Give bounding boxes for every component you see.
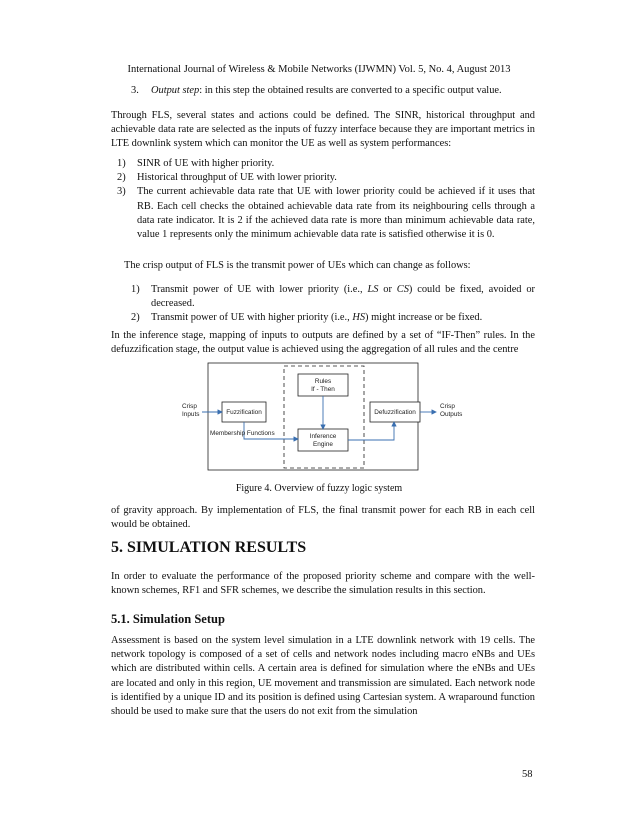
crisp-inputs-label: Crisp bbox=[182, 403, 197, 410]
list-item bbox=[131, 311, 535, 325]
list-term: HS bbox=[352, 312, 366, 324]
subsection-heading: 5.1. Simulation Setup bbox=[111, 612, 225, 626]
list-number: 1) bbox=[131, 284, 140, 295]
rules-label: Rules bbox=[314, 378, 332, 385]
step-term: Output step bbox=[151, 85, 200, 96]
defuzzification-label: Defuzzification bbox=[374, 409, 416, 416]
paragraph-crisp-output: The crisp output of FLS is the transmit power of UEs which can change as follows: bbox=[124, 260, 471, 271]
inference-engine-label: Inference bbox=[309, 433, 337, 440]
figure-caption: Figure 4. Overview of fuzzy logic system bbox=[235, 483, 403, 494]
list-item bbox=[117, 157, 535, 171]
section-heading: 5. SIMULATION RESULTS bbox=[111, 539, 307, 556]
list-number: 2) bbox=[117, 172, 126, 184]
list-text: ) could be fixed, avoided or decreased. bbox=[151, 284, 535, 310]
crisp-outputs-label: Outputs bbox=[440, 411, 463, 418]
list-text: Transmit power of UE with higher priority (i.e., bbox=[151, 312, 353, 324]
list-number: 3) bbox=[117, 186, 126, 198]
list-number: 3. bbox=[131, 85, 139, 96]
paragraph-simulation-setup: Assessment is based on the system level simulation in a LTE downlink network with 19 cells. The network topology is composed of a set of cells and network nodes including macro eNBs and UEs which are distributed within cells. A certain area is defined for simulation where the eNBs and UEs are located and only in this region, UE movement and transmission are simulated. Each network node is identified by a unique ID and its position is defined using Cartesian system. A wraparound function should be used to make sure that the users do not exit from the simulation bbox=[111, 635, 535, 718]
list-text: The current achievable data rate that UE with lower priority could be achieved if it uses that RB. Each cell checks the obtained achievable data rate from its neighbouring cells through a data rate indicator. It is 2 if the achieved data rate is more than minimum achievable data rate, value 1 represents only the minimum achievable data rate is satisfied otherwise it is 0. bbox=[137, 186, 535, 241]
paragraph-gravity: of gravity approach. By implementation of FLS, the final transmit power for each RB in each cell would be obtained. bbox=[111, 505, 535, 531]
step-list bbox=[131, 84, 535, 98]
crisp-outputs-label: Crisp bbox=[440, 403, 455, 410]
rules-label: If - Then bbox=[311, 386, 335, 393]
list-item bbox=[117, 171, 535, 185]
crisp-inputs-label: Inputs bbox=[182, 411, 200, 418]
membership-functions-label: Membership Functions bbox=[210, 430, 275, 437]
inference-engine-label: Engine bbox=[313, 441, 333, 448]
list-number: 2) bbox=[131, 312, 140, 324]
list-number: 1) bbox=[117, 158, 126, 169]
list-item bbox=[117, 185, 535, 242]
step-text: : in this step the obtained results are converted to a specific output value. bbox=[199, 85, 502, 96]
running-header: International Journal of Wireless & Mobile Networks (IJWMN) Vol. 5, No. 4, August 2013 bbox=[127, 64, 511, 75]
output-list bbox=[131, 283, 535, 326]
list-text: Transmit power of UE with lower priority (i.e., bbox=[151, 284, 368, 295]
input-list bbox=[117, 157, 535, 242]
page-number: 58 bbox=[522, 769, 533, 780]
list-text: ) might increase or be fixed. bbox=[365, 312, 483, 324]
paragraph-inference: In the inference stage, mapping of inputs to outputs are defined by a set of “IF-Then” rules. In the defuzzification stage, the output value is achieved using the aggregation of all rules and the centre bbox=[111, 330, 535, 356]
list-text: SINR of UE with higher priority. bbox=[137, 158, 275, 169]
list-term: LS bbox=[367, 284, 379, 295]
paragraph-evaluation: In order to evaluate the performance of the proposed priority scheme and compare with the well-known schemes, RF1 and SFR schemes, we describe the simulation results in this section. bbox=[111, 571, 535, 597]
list-text: Historical throughput of UE with lower priority. bbox=[137, 172, 337, 184]
list-text: or bbox=[378, 284, 397, 295]
list-item bbox=[131, 283, 535, 311]
fuzzification-label: Fuzzification bbox=[226, 409, 262, 416]
list-term: CS bbox=[396, 284, 409, 295]
paragraph-fls-states: Through FLS, several states and actions could be defined. The SINR, historical throughput and achievable data rate are selected as the inputs of fuzzy interface because they are important metrics in LTE downlink system which can monitor the UE as well as system performances: bbox=[111, 110, 535, 150]
inference-to-defuzz-arrow bbox=[348, 422, 394, 440]
list-item bbox=[131, 84, 535, 98]
fuzzy-logic-diagram bbox=[172, 362, 472, 472]
